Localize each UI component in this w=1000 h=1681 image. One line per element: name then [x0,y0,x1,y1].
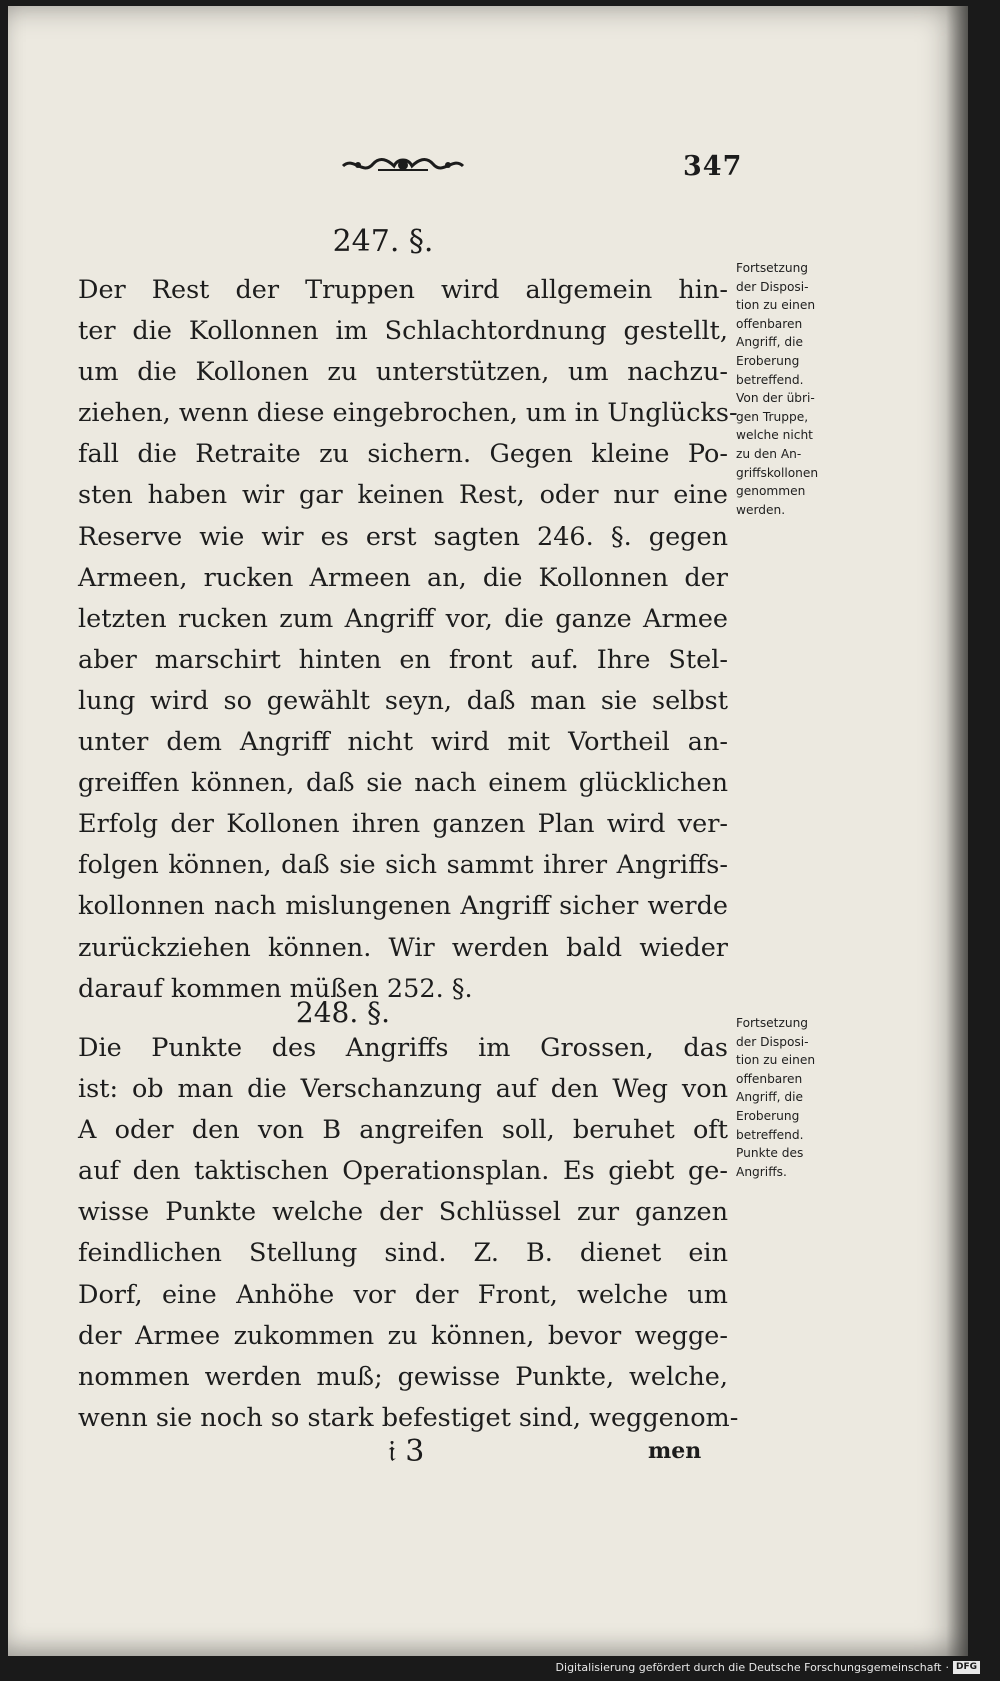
catchword: men [648,1438,702,1464]
text-line: aber marschirt hinten en front auf. Ihre Stel- [78,644,728,675]
margin-note-line: gen Truppe, [736,409,809,424]
text-line: folgen können, daß sie sich sammt ihrer Angriffs- [78,850,728,881]
margin-note-line: Fortsetzung [736,261,809,275]
text-line: Reserve wie wir es erst sagten 246. §. gegen [78,521,728,552]
margin-note-line: Punkte des [736,1146,804,1161]
margin-note-line: Angriff, die [736,1090,803,1105]
margin-note-line: der Disposi- [736,279,809,294]
text-line: Der Rest der Truppen wird allgemein hin- [78,275,728,305]
margin-note-line: Angriff, die [736,335,803,350]
printer-signature: 𝔦 3 [388,1434,425,1469]
text-line: feindlichen Stellung sind. Z. B. dienet ein [78,1238,728,1269]
footer-credit: Digitalisierung gefördert durch die Deutsche Forschungsgemeinschaft [555,1661,942,1674]
book-page [8,6,968,1656]
text-line: ter die Kollonnen im Schlachtordnung gestellt, [78,316,728,347]
margin-note-line: betreffend. [736,1127,804,1142]
margin-note-line: Eroberung [736,1108,800,1123]
digitization-footer: Digitalisierung gefördert durch die Deutsche Forschungsgemeinschaft · DFG [556,1661,980,1674]
margin-note-line: welche nicht [736,428,813,443]
margin-note-line: Angriffs. [736,1164,787,1179]
margin-note-line: betreffend. [736,372,804,387]
text-line: wisse Punkte welche der Schlüssel zur ganzen [78,1197,728,1228]
page-number: 347 [683,151,743,182]
text-line: unter dem Angriff nicht wird mit Vortheil an- [78,727,728,758]
section-248-body [78,1028,739,1439]
text-line: Erfolg der Kollonen ihren ganzen Plan wird ver- [78,809,728,840]
text-line: greiffen können, daß sie nach einem glücklichen [78,768,728,799]
margin-note-line: Von der übri- [736,391,815,406]
margin-note-line: der Disposi- [736,1034,809,1049]
margin-note-line: Fortsetzung [736,1016,809,1030]
text-line: wenn sie noch so stark befestiget sind, weggenom- [78,1402,739,1433]
margin-note-line: genommen [736,484,806,499]
text-line: fall die Retraite zu sichern. Gegen kleine Po- [78,439,728,470]
text-line: Die Punkte des Angriffs im Grossen, das [78,1033,728,1063]
section-247-body [78,270,738,1010]
margin-note-line: offenbaren [736,1071,803,1086]
text-line: ist: ob man die Verschanzung auf den Weg von [78,1074,728,1105]
dfg-logo-icon: DFG [953,1661,980,1674]
margin-note-line: zu den An- [736,446,802,461]
margin-note-248 [736,1014,848,1181]
margin-note-line: Eroberung [736,353,800,368]
margin-note-line: griffskollonen [736,465,819,480]
text-line: um die Kollonen zu unterstützen, um nachzu- [78,357,728,388]
text-line: letzten rucken zum Angriff vor, die ganze Armee [78,603,728,634]
text-line: A oder den von B angreifen soll, beruhet oft [78,1115,728,1146]
text-line: ziehen, wenn diese eingebrochen, um in Unglücks- [78,398,738,429]
text-line: lung wird so gewählt seyn, daß man sie selbst [78,685,728,716]
text-line: nommen werden muß; gewisse Punkte, welche, [78,1361,728,1392]
text-line: Dorf, eine Anhöhe vor der Front, welche um [78,1279,728,1310]
margin-note-line: tion zu einen [736,1053,816,1068]
margin-note-line: offenbaren [736,316,803,331]
margin-note-line: werden. [736,502,786,517]
text-line: der Armee zukommen zu können, bevor wegge- [78,1320,728,1351]
text-line: zurückziehen können. Wir werden bald wieder [78,932,728,963]
margin-note-247 [736,259,848,519]
page-gutter-shadow [946,6,968,1656]
margin-note-line: tion zu einen [736,298,816,313]
section-heading-247: 247. §. [332,224,434,259]
text-line: Armeen, rucken Armeen an, die Kollonnen der [78,562,728,593]
text-line: auf den taktischen Operationsplan. Es giebt ge- [78,1156,728,1187]
text-line: darauf kommen müßen 252. §. [78,973,473,1004]
section-heading-248: 248. §. [295,996,391,1029]
text-line: kollonnen nach mislungenen Angriff sicher werde [78,891,728,922]
text-line: sten haben wir gar keinen Rest, oder nur eine [78,480,728,511]
ornament-icon [338,150,468,180]
